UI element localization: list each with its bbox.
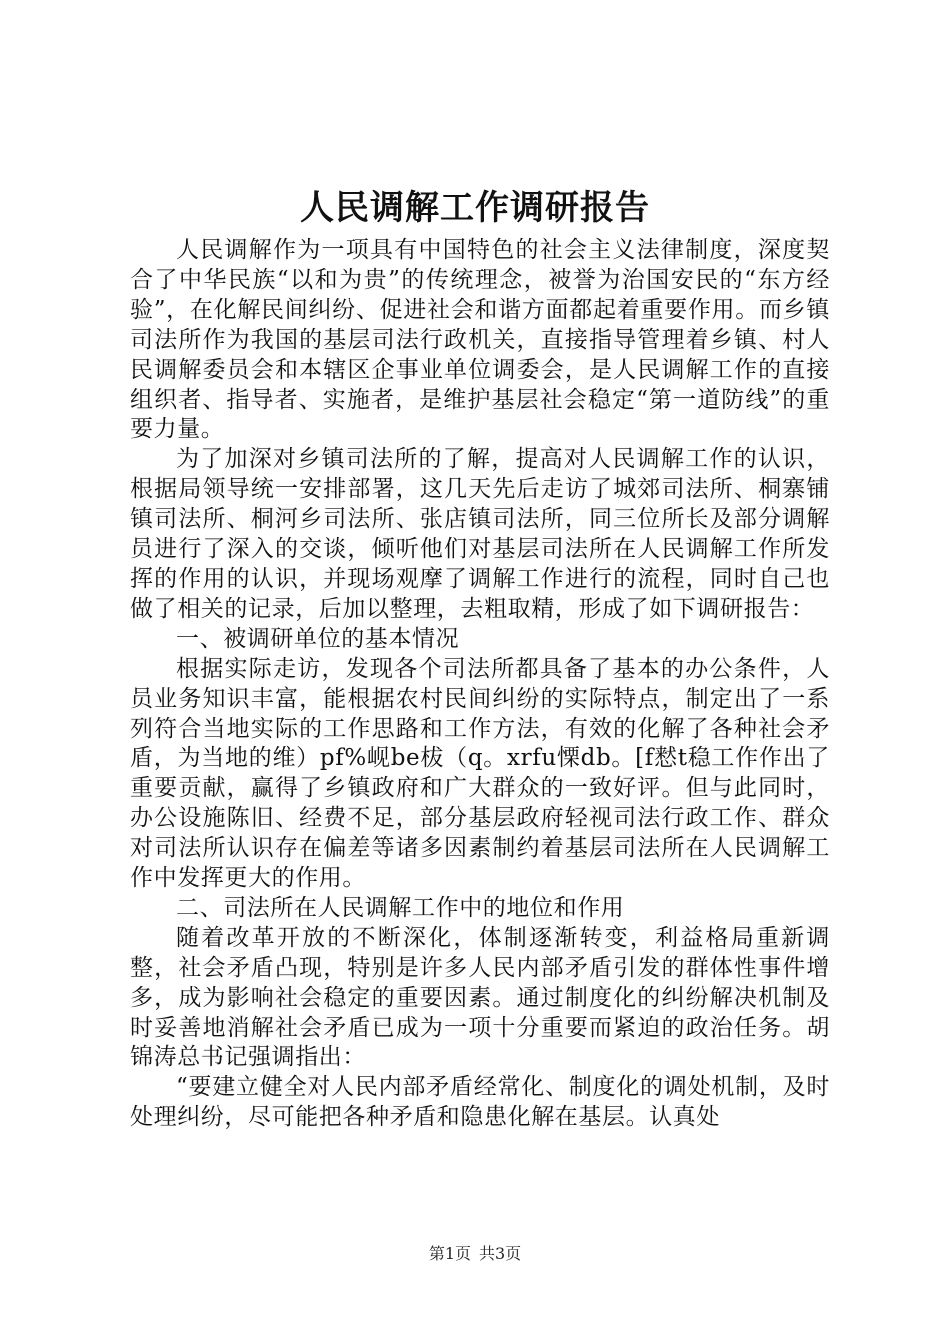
- paragraph-section-2: 随着改革开放的不断深化，体制逐渐转变，利益格局重新调整，社会矛盾凸现，特别是许多人民内部矛盾引发的群体性事件增多，成为影响社会稳定的重要因素。通过制度化的纠纷解决机制及时妥善地消解社会矛盾已成为一项十分重要而紧迫的政治任务。胡锦涛总书记强调指出：: [130, 924, 830, 1071]
- document-body: [130, 236, 830, 1133]
- section-heading-2: 二、司法所在人民调解工作中的地位和作用: [176, 894, 625, 921]
- document-title: 人民调解工作调研报告: [300, 188, 650, 228]
- paragraph-quote: “要建立健全对人民内部矛盾经常化、制度化的调处机制，及时处理纠纷，尽可能把各种矛盾和隐患化解在基层。认真处: [130, 1074, 830, 1131]
- paragraph-intro: 人民调解作为一项具有中国特色的社会主义法律制度，深度契合了中华民族“以和为贵”的传统理念，被誉为治国安民的“东方经验”，在化解民间纠纷、促进社会和谐方面都起着重要作用。而乡镇司法所作为我国的基层司法行政机关，直接指导管理着乡镇、村人民调解委员会和本辖区企事业单位调委会，是人民调解工作的直接组织者、指导者、实施者，是维护基层社会稳定“第一道防线”的重要力量。: [130, 237, 830, 443]
- page-footer: [0, 1243, 950, 1265]
- paragraph-purpose: 为了加深对乡镇司法所的了解，提高对人民调解工作的认识，根据局领导统一安排部署，这几天先后走访了城郊司法所、桐寨铺镇司法所、桐河乡司法所、张店镇司法所，同三位所长及部分调解员进行了深入的交谈，倾听他们对基层司法所在人民调解工作所发挥的作用的认识，并现场观摩了调解工作进行的流程，同时自己也做了相关的记录，后加以整理，去粗取精，形成了如下调研报告：: [130, 446, 830, 622]
- paragraph-section-1: 根据实际走访，发现各个司法所都具备了基本的办公条件，人员业务知识丰富，能根据农村民间纠纷的实际特点，制定出了一系列符合当地实际的工作思路和工作方法，有效的化解了各种社会矛盾，为当地的维）pf%岘be柭（q。xrfu慄db。[f慭t稳工作作出了重要贡献，赢得了乡镇政府和广大群众的一致好评。但与此同时，办公设施陈旧、经费不足，部分基层政府轻视司法行政工作、群众对司法所认识存在偏差等诸多因素制约着基层司法所在人民调解工作中发挥更大的作用。: [130, 655, 830, 892]
- section-heading-1: 一、被调研单位的基本情况: [176, 625, 460, 652]
- page-total: 共3页: [479, 1244, 522, 1263]
- page-number: 第1页: [428, 1244, 471, 1263]
